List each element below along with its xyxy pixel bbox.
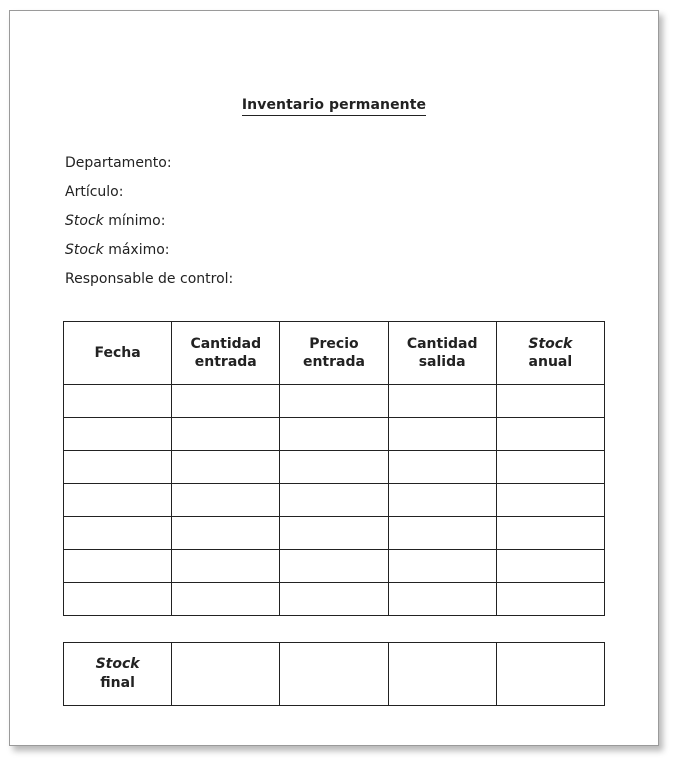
header-cantidad-salida-line2: salida — [418, 354, 466, 370]
header-fecha-text: Fecha — [94, 345, 141, 361]
stock-final-cell[interactable] — [280, 643, 388, 706]
table-row — [64, 385, 605, 418]
header-cantidad-salida-line1: Cantidad — [406, 336, 478, 352]
header-stock-anual-line2: anual — [528, 354, 573, 370]
table-row — [64, 583, 605, 616]
stock-maximo-italic: Stock — [65, 242, 104, 258]
table-cell[interactable] — [388, 418, 496, 451]
table-cell[interactable] — [496, 418, 604, 451]
table-row — [64, 418, 605, 451]
header-fecha — [64, 322, 172, 385]
stock-final-label — [64, 643, 172, 706]
table-cell[interactable] — [280, 385, 388, 418]
table-cell[interactable] — [172, 583, 280, 616]
stock-final-label-line2: final — [100, 675, 135, 691]
form-fields — [65, 153, 233, 298]
field-departamento: Departamento: — [65, 155, 172, 171]
header-cantidad-salida — [388, 322, 496, 385]
header-stock-anual-line1: Stock — [528, 336, 573, 352]
table-cell[interactable] — [280, 484, 388, 517]
table-cell[interactable] — [280, 550, 388, 583]
table-row — [64, 451, 605, 484]
stock-final-row — [64, 643, 605, 706]
table-cell[interactable] — [172, 550, 280, 583]
header-stock-anual — [496, 322, 604, 385]
table-cell[interactable] — [172, 451, 280, 484]
header-precio-entrada-line1: Precio — [309, 336, 359, 352]
field-responsable: Responsable de control: — [65, 271, 234, 287]
header-precio-entrada-line2: entrada — [302, 354, 365, 370]
stock-minimo-rest: mínimo: — [103, 213, 166, 229]
table-cell[interactable] — [496, 451, 604, 484]
stock-final-label-line1: Stock — [95, 656, 140, 672]
table-cell[interactable] — [496, 484, 604, 517]
field-stock-maximo — [65, 240, 233, 269]
table-cell[interactable] — [280, 451, 388, 484]
inventory-table — [63, 321, 605, 616]
table-cell[interactable] — [64, 583, 172, 616]
table-cell[interactable] — [64, 517, 172, 550]
stock-final-table — [63, 642, 605, 706]
table-cell[interactable] — [172, 517, 280, 550]
field-stock-minimo — [65, 211, 233, 240]
table-cell[interactable] — [388, 583, 496, 616]
stock-final-cell[interactable] — [496, 643, 604, 706]
table-cell[interactable] — [388, 517, 496, 550]
stock-final-cell[interactable] — [172, 643, 280, 706]
table-cell[interactable] — [496, 583, 604, 616]
table-row — [64, 484, 605, 517]
table-cell[interactable] — [388, 385, 496, 418]
table-cell[interactable] — [388, 550, 496, 583]
stock-minimo-italic: Stock — [65, 213, 104, 229]
table-cell[interactable] — [172, 418, 280, 451]
title-text: Inventario permanente — [242, 97, 426, 116]
stock-final-cell[interactable] — [388, 643, 496, 706]
table-cell[interactable] — [64, 385, 172, 418]
table-cell[interactable] — [280, 583, 388, 616]
table-cell[interactable] — [388, 451, 496, 484]
table-cell[interactable] — [496, 550, 604, 583]
table-cell[interactable] — [172, 484, 280, 517]
table-cell[interactable] — [496, 517, 604, 550]
table-row — [64, 550, 605, 583]
table-cell[interactable] — [64, 484, 172, 517]
table-cell[interactable] — [64, 451, 172, 484]
table-cell[interactable] — [64, 418, 172, 451]
field-articulo: Artículo: — [65, 184, 124, 200]
table-header-row — [64, 322, 605, 385]
header-cantidad-entrada — [172, 322, 280, 385]
table-cell[interactable] — [280, 517, 388, 550]
page-title — [10, 94, 658, 113]
table-row — [64, 517, 605, 550]
table-cell[interactable] — [496, 385, 604, 418]
table-cell[interactable] — [64, 550, 172, 583]
header-precio-entrada — [280, 322, 388, 385]
table-cell[interactable] — [388, 484, 496, 517]
header-cantidad-entrada-line1: Cantidad — [190, 336, 262, 352]
header-cantidad-entrada-line2: entrada — [194, 354, 257, 370]
table-cell[interactable] — [280, 418, 388, 451]
stock-maximo-rest: máximo: — [103, 242, 170, 258]
document-page — [9, 10, 659, 746]
table-cell[interactable] — [172, 385, 280, 418]
